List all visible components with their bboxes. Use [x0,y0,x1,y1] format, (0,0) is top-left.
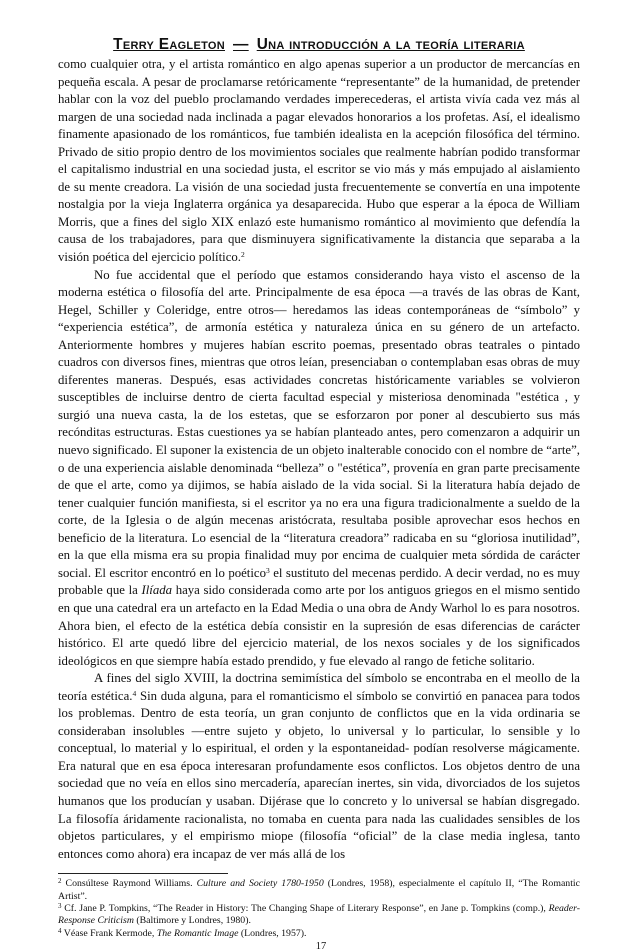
footnote-ref: 4 [132,688,137,698]
paragraph [58,56,580,267]
text-run: (Londres, 1958), especialmente el capítulo II, “The Romantic Artist”. [58,878,580,902]
text-run: A fines del siglo XVIII, la doctrina semimística del símbolo se encontraba en el meollo de la teoría estética. [58,671,580,703]
footnote-list [58,878,580,940]
document-page [58,36,580,952]
header-title: Una introducción a la teoría literaria [256,36,525,53]
header-dash: — [233,36,249,53]
italic-text: Ilíada [141,583,173,598]
paragraph [58,267,580,671]
text-run: Sin duda alguna, para el romanticismo el símbolo se convirtió en panacea para todos los problemas. Dentro de esta teoría, un gran conjunto de conflictos que en la vida ordinaria se consideraban insolubles —entre sujeto y objeto, lo universal y lo particular, lo sensible y lo conceptual, lo material y lo espiritual, el orden y la espontaneidad- podían resolverse mágicamente. Era natural que en esa época interesaran profundamente esos conflictos. Los objetos dentro de una sociedad que no veía en ellos sino mercadería, aparecían inertes, sin vida, divorciados de los sujetos humanos que los producían y usaban. Dijérase que lo concreto y lo universal se habían disgregado. La filosofía áridamente racionalista, no tomaba en cuenta para nada las cualidades sensibles de los objetos particulares, y el empirismo miope (filosofía “oficial” de la clase media inglesa, tanto entonces como ahora) era incapaz de ver más allá de los [58,688,580,861]
text-run: Consúltese Raymond Williams. [61,878,197,890]
footnote-ref: 2 [241,250,245,260]
footnote [58,903,580,928]
text-run: Véase Frank Kermode, [61,927,157,939]
paragraph [58,670,580,863]
italic-text: The Romantic Image [156,927,239,939]
footnote [58,878,580,903]
italic-text: Reader-Response Criticism [58,902,580,927]
text-run: Cf. Jane P. Tompkins, “The Reader in History: The Changing Shape of Literary Response”, en Jane p. Tompkins (comp.), [61,902,549,914]
footnote [58,928,580,940]
text-run: No fue accidental que el período que estamos considerando haya visto el ascenso de la moderna estética o filosofía del arte. Principalmente de esa época —a través de las obras de Kant, Hegel, Schiller y Coleridge, entre otros— heredamos las ideas contemporáneas de “símbolo” y “experiencia estética”, de armonía estética y naturaleza única en su género de un artefacto. Anteriormente hombres y mujeres habían escrito poemas, presentado obras teatrales o pintado cuadros con diversos fines, mientras que otros leían, presenciaban o contemplaban esas obras de muy diferentes maneras. Después, esas actividades concretas históricamente variables se volvieron susceptibles de incluirse dentro de cierta facultad especial y misteriosa denominada "estética , y surgió una nueva casta, la de los estetas, que se esforzaron por poner al descubierto sus más recónditas estructuras. Estas cuestiones ya se habían planteado antes, pero comenzaron a adquirir un nuevo significado. El suponer la existencia de un objeto inalterable conocido con el nombre de “arte”, o de una experiencia aislable denominada “belleza” o "estética”, provenía en gran parte precisamente de que el arte, como ya dijimos, se había aislado de la vida social. Si la literatura había dejado de tener cualquier función manifiesta, si el escritor ya no era una figura tradicionalmente a sueldo de la corte, de la Iglesia o de algún mecenas aristócrata, resultaba posible aprovechar esos hechos en beneficio de la literatura. Lo esencial de la “literatura creadora” radicaba en su “gloriosa inutilidad”, en la que ella misma era su propia finalidad muy por encima de cualquier meta sórdida de carácter social. El escritor encontró en lo poético [58,267,580,580]
footnote-number: 4 [58,926,62,935]
footnote-ref: 3 [266,565,270,575]
text-run: como cualquier otra, y el artista romántico en algo apenas superior a un productor de mercancías en pequeña escala. A pesar de proclamarse retóricamente “representante” de la humanidad, de pretender hablar con la voz del pueblo proclamando verdades imperecederas, el artista vivía cada vez más al margen de una sociedad nada inclinada a pagar elevados honorarios a los profetas. Así, el idealismo finamente apasionado de los románticos, fue también idealista en la acepción filosófica del término. Privado de sitio propio dentro de los movimientos sociales que realmente habrían podido transformar el capitalismo industrial en una sociedad justa, el escritor se vio más y más empujado al aislamiento de su mente creadora. La visión de una sociedad justa frecuentemente se convertía en una impotente nostalgia por la vieja Inglaterra orgánica ya desaparecida. Hubo que esperar a la época de William Morris, que a fines del siglo XIX enlazó este humanismo romántico al movimiento que defendía la causa de los trabajadores, para que disminuyera significativamente la distancia que separaba a la visión poética del ejercicio político. [58,57,580,265]
italic-text: Culture and Society 1780-1950 [196,878,324,890]
text-run: haya sido considerada como arte por los antiguos griegos en el mismo sentido en que una catedral era un artefacto en la Edad Media o una obra de Andy Warhol lo es para nosotros. Ahora bien, el efecto de la estética debía consistir en la supresión de esas diferencias de carácter histórico. El arte quedó libre del ejercicio material, de los nexos sociales y de los significados ideológicos en que siempre había estado prendido, y fue elevado al rango de fetiche solitario. [58,583,580,668]
footnote-number: 2 [58,877,62,886]
footnote-separator [58,873,228,874]
footnote-number: 3 [58,901,62,910]
running-header [58,36,580,54]
text-run: el sustituto del mecenas perdido. A decir verdad, no es muy probable que la [58,565,581,598]
header-author: Terry Eagleton [113,36,225,53]
text-run: (Londres, 1957). [238,927,307,939]
footnotes [58,873,580,940]
body-text [58,56,580,863]
page-number: 17 [315,941,327,952]
text-run: (Baltimore y Londres, 1980). [133,915,251,927]
